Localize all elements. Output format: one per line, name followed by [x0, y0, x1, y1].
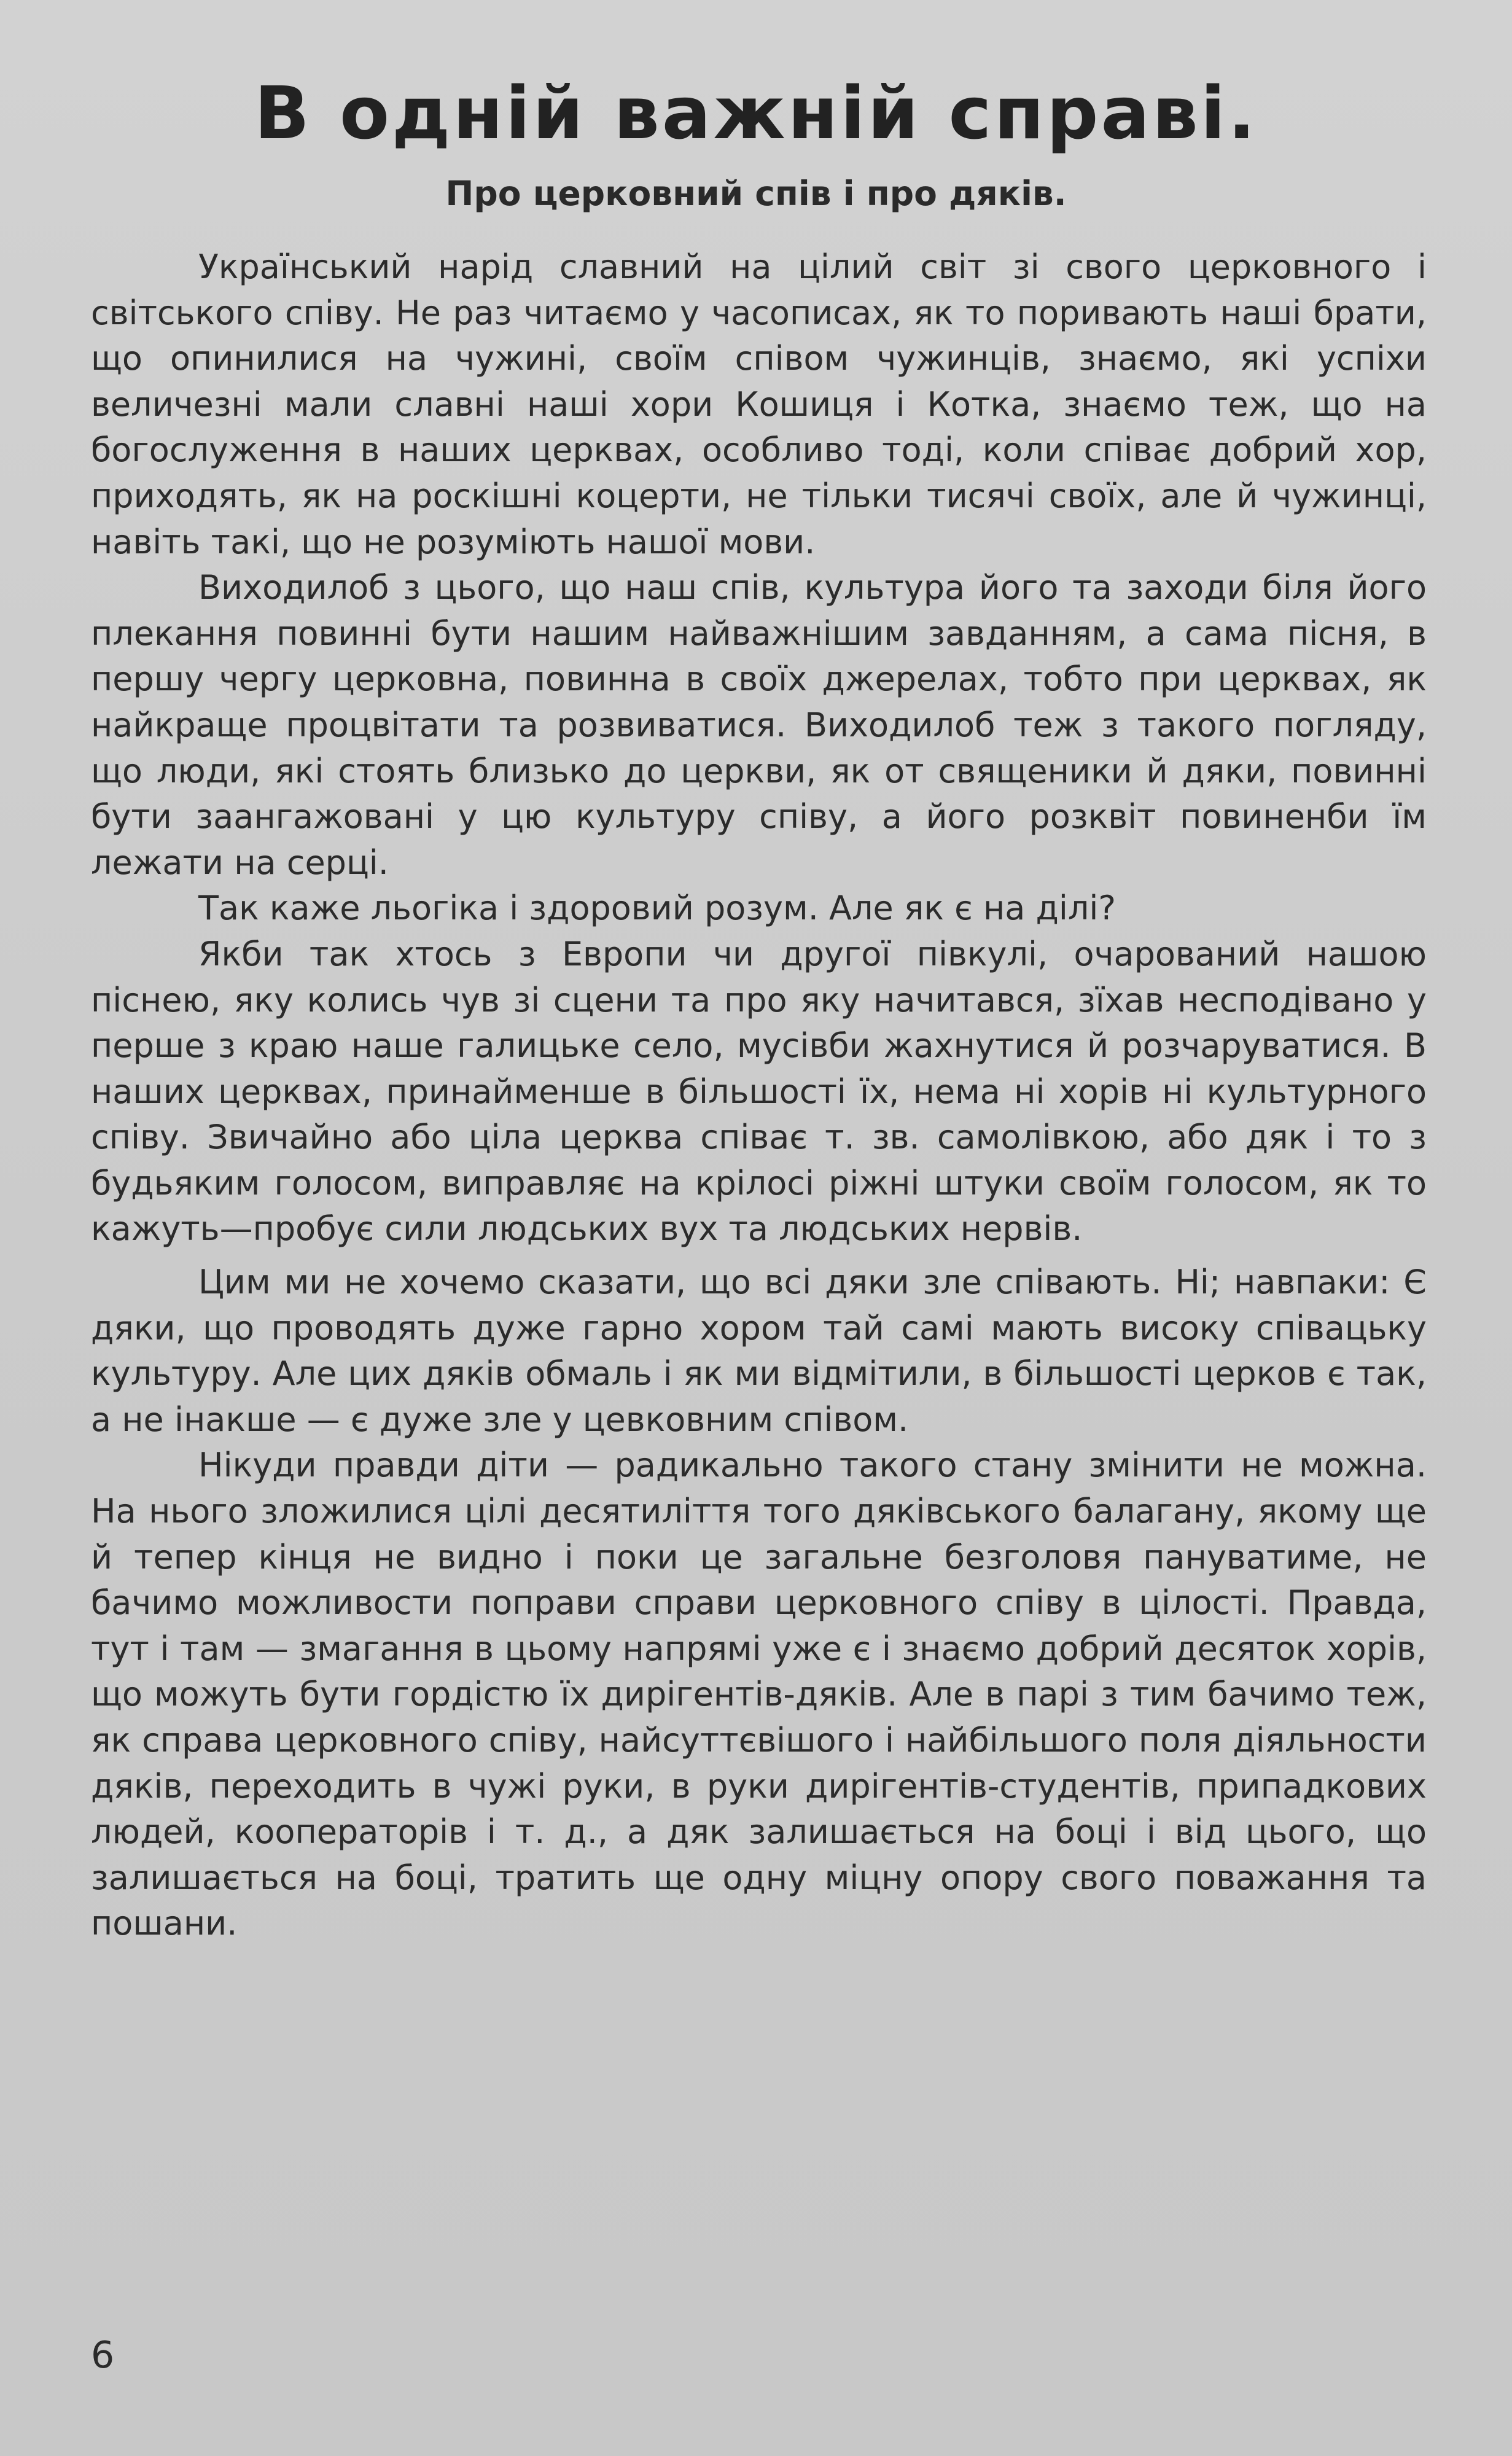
- paragraph: Якби так хтось з Европи чи другої півкулі, очарований нашою піснею, яку колись чув зі сцени та про яку начитався, зїхав несподівано у перше з краю наше галицьке село, мусівби жахнутися й розчаруватися. В наших церквах, принайменше в більшості їх, нема ні хорів ні культурного співу. Звичайно або ціла церква співає т. зв. самолівкою, або дяк і то з будьяким голосом, виправляє на крілосі ріжні штуки своїм голосом, як то кажуть—пробує сили людських вух та людських нервів.: [91, 934, 1427, 1249]
- paragraph: Так каже льогіка і здоровий розум. Але як є на ділі?: [198, 889, 1116, 928]
- article-body: [91, 244, 1427, 1947]
- paragraph: Виходилоб з цього, що наш спів, культура його та заходи біля його плекання повинні бути нашим найважнішим завданням, а сама пісня, в першу чергу церковна, повинна в своїх джерелах, тобто при церквах, як найкраще процвітати та розвиватися. Виходилоб теж з такого погляду, що люди, які стоять близько до церкви, як от священики й дяки, повинні бути заангажовані у цю культуру співу, а його розквіт повиненби їм лежати на серці.: [91, 568, 1427, 882]
- page-number: 6: [91, 2334, 115, 2377]
- paragraph: Український нарід славний на цілий світ зі свого церковного і світського співу. Не раз читаємо у часописах, як то поривають наші брати, що опинилися на чужині, своїм співом чужинців, знаємо, які успіхи величезні мали славні наші хори Кошиця і Котка, знаємо теж, що на богослуження в наших церквах, особливо тоді, коли співає добрий хор, приходять, як на роскішні коцерти, не тільки тисячі своїх, але й чужинці, навіть такі, що не розуміють нашої мови.: [91, 248, 1427, 561]
- article-subtitle: Про церковний спів і про дяків.: [445, 174, 1067, 213]
- paragraph: Цим ми не хочемо сказати, що всі дяки зле співають. Ні; навпаки: Є дяки, що проводять дуже гарно хором тай самі мають високу співацьку культуру. Але цих дяків обмаль і як ми відмітили, в більшості церков є так, а не інакше — є дуже зле у цевковним співом.: [91, 1263, 1427, 1439]
- paragraph: Нікуди правди діти — радикально такого стану змінити не можна. На нього зложилися цілі десятиліття того дяківського балагану, якому ще й тепер кінця не видно і поки це загальне безголовя пануватиме, не бачимо можливости поправи справи церковного співу в цілості. Правда, тут і там — змагання в цьому напрямі уже є і знаємо добрий десяток хорів, що можуть бути гордістю їх дирігентів-дяків. Але в парі з тим бачимо теж, як справа церковного співу, найсуттєвішого і найбільшого поля діяльности дяків, переходить в чужі руки, в руки дирігентів-студентів, припадкових людей, кооператорів і т. д., а дяк залишається на боці і від цього, що залишається на боці, тратить ще одну міцну опору свого поважання та пошани.: [91, 1446, 1427, 1943]
- article-title: В одній важній справі.: [254, 71, 1258, 155]
